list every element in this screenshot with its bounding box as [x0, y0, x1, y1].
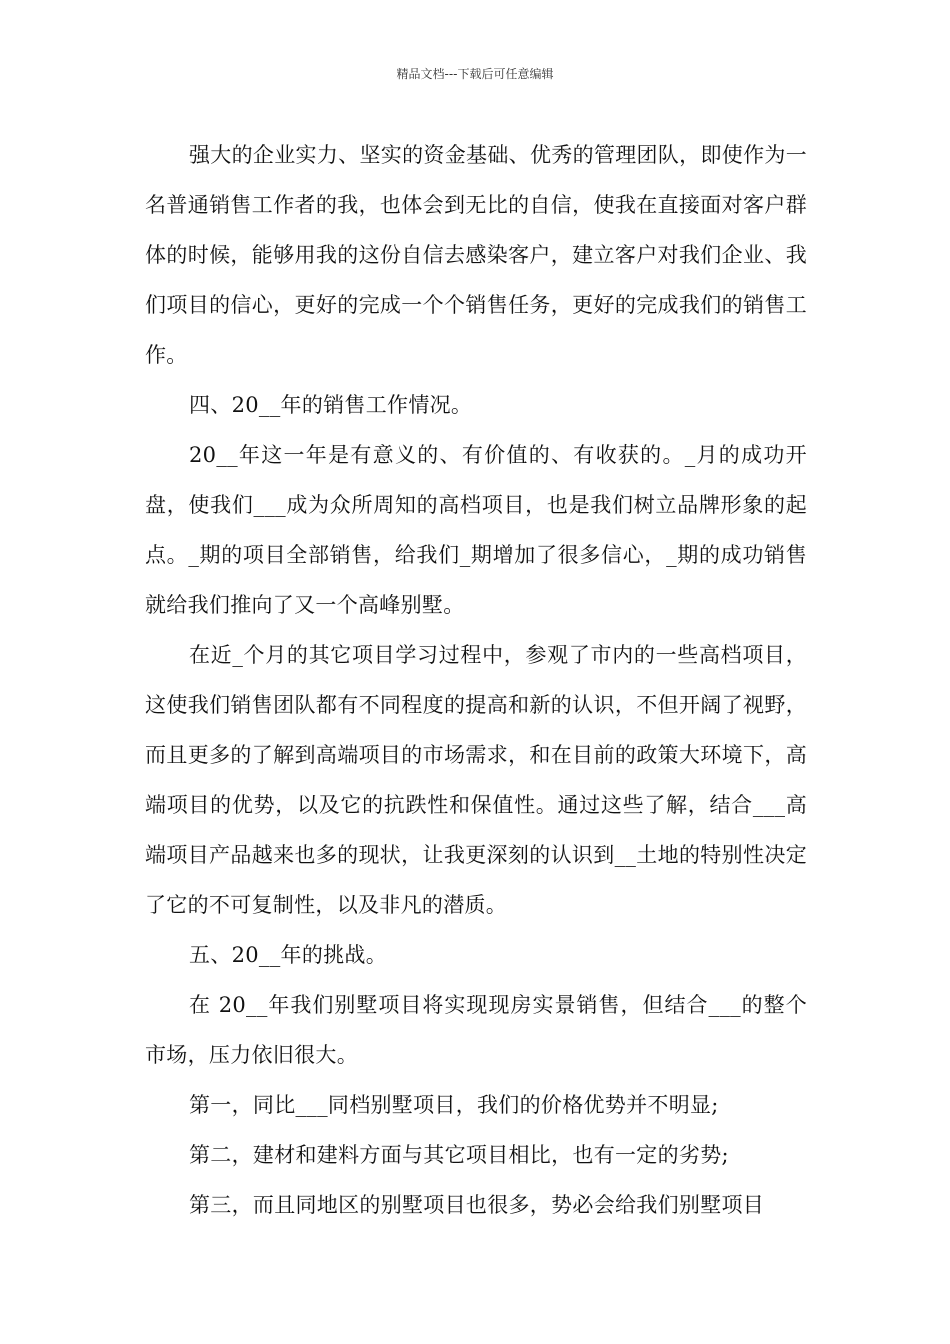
paragraph-learning-process: 在近_个月的其它项目学习过程中，参观了市内的一些高档项目，这使我们销售团队都有不同程度的提高和新的认识，不但开阔了视野，而且更多的了解到高端项目的市场需求，和在目前的政策大环境下，高端项目的优势，以及它的抗跌性和保值性。通过这些了解，结合___高端项目产品越来也多的现状，让我更深刻的认识到__土地的特别性决定了它的不可复制性，以及非凡的潜质。: [145, 643, 807, 917]
list-item-first: 第一，同比___同档别墅项目，我们的价格优势并不明显;: [189, 1093, 719, 1117]
section-heading-sales-situation: 四、20__年的销售工作情况。: [189, 393, 473, 417]
section-heading-challenges: 五、20__年的挑战。: [189, 943, 388, 967]
page-header: 精品文档---下载后可任意编辑: [396, 67, 554, 81]
paragraph-year-summary: 20__年这一年是有意义的、有价值的、有收获的。_月的成功开盘，使我们___成为众所周知的高档项目，也是我们树立品牌形象的起点。_期的项目全部销售，给我们_期增加了很多信心，_期的成功销售就给我们推向了又一个高峰别墅。: [145, 443, 807, 617]
list-item-second: 第二，建材和建料方面与其它项目相比，也有一定的劣势;: [189, 1143, 729, 1167]
paragraph-company-strength: 强大的企业实力、坚实的资金基础、优秀的管理团队，即使作为一名普通销售工作者的我，也体会到无比的自信，使我在直接面对客户群体的时候，能够用我的这份自信去感染客户，建立客户对我们企业、我们项目的信心，更好的完成一个个销售任务，更好的完成我们的销售工作。: [145, 143, 807, 367]
document-body: [145, 130, 807, 1230]
list-item-third: 第三，而且同地区的别墅项目也很多，势必会给我们别墅项目: [189, 1193, 765, 1217]
paragraph-challenge-intro: 在 20__年我们别墅项目将实现现房实景销售，但结合___的整个市场，压力依旧很大。: [145, 993, 807, 1067]
